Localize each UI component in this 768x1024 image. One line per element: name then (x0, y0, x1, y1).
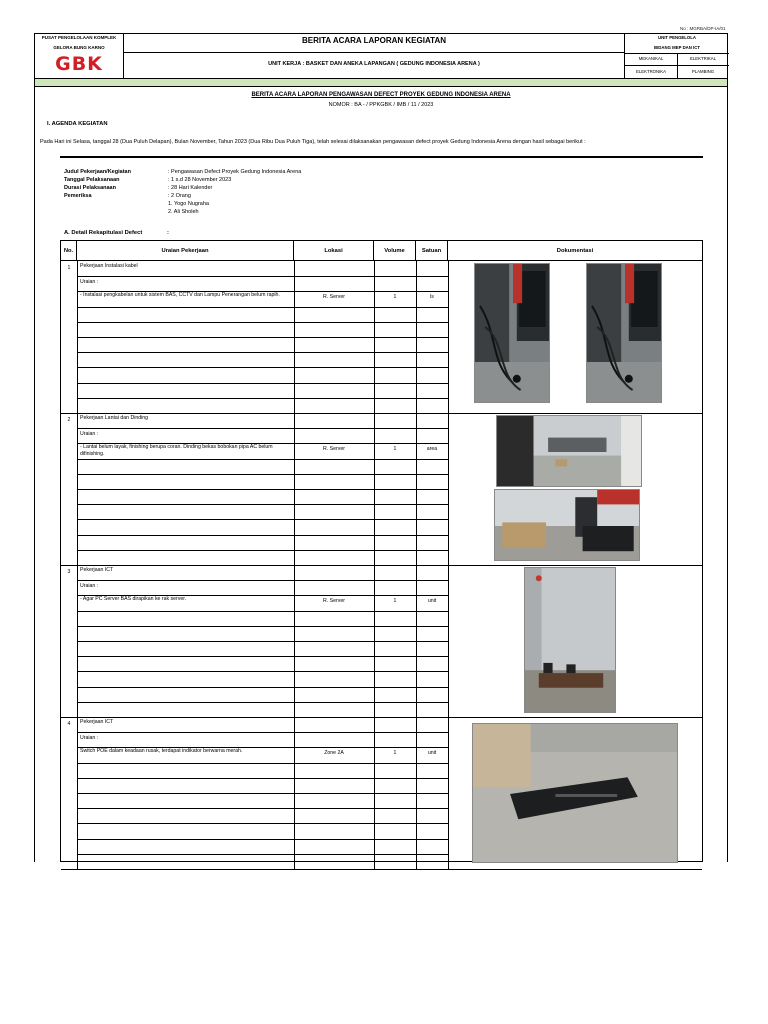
row-rule (77, 778, 448, 779)
row-rule (77, 519, 448, 520)
row-rule (77, 626, 448, 627)
info-key (64, 208, 168, 216)
documentation-photo (524, 567, 616, 713)
divider-rule (60, 156, 703, 158)
info-key: Tanggal Pelaksanaan (64, 177, 120, 183)
documentation-cell (448, 565, 702, 717)
document-number: No : MGRBA/DP-IA/01 (680, 26, 726, 31)
header-right (624, 33, 728, 79)
uraian-label: Uraian : (80, 583, 99, 590)
unit: unit (427, 750, 437, 757)
info-key: Judul Pekerjaan/Kegiatan (64, 169, 131, 175)
header-org-line2: GELORA BUNG KARNO (53, 45, 105, 50)
cell-mekanikal: MEKANIKAL (638, 56, 664, 61)
uraian-label: Uraian : (80, 279, 99, 286)
documentation-photo (586, 263, 662, 403)
info-value: : 1 s.d 28 November 2023 (168, 177, 232, 183)
work-description: - Lantai belum layak, finishing berupa coran. Dinding bekas bobokan pipa AC belum difinishing. (80, 444, 273, 458)
cell-elektrikal: ELEKTRIKAL (689, 56, 717, 61)
info-key: Pemeriksa (64, 193, 92, 199)
row-number: 4 (67, 721, 71, 727)
col-header-volume: Volume (374, 241, 416, 261)
info-block (64, 168, 468, 216)
row-rule (77, 337, 448, 338)
volume: 1 (393, 446, 397, 453)
intro-paragraph: Pada Hari ini Selasa, tanggal 28 (Dua Puluh Delapan), Bulan November, Tahun 2023 (Dua Ribu Dua Puluh Tiga), telah selesai dilaksanakan pengawasan defect proyek Gedung Indonesia Arena dengan hasil sebagai berikut : (40, 139, 586, 145)
unit: area (426, 446, 438, 453)
work-title: Pekerjaan ICT (80, 567, 114, 573)
row-rule (77, 763, 448, 764)
row-rule (77, 550, 448, 551)
info-value: 1. Yogo Nugraha (168, 201, 209, 207)
row-rule (77, 823, 448, 824)
info-key (64, 200, 168, 208)
volume: 1 (393, 598, 397, 605)
row-number: 2 (67, 417, 71, 423)
info-value: : Pengawasan Defect Proyek Gedung Indonesia Arena (168, 169, 302, 175)
row-rule (77, 322, 448, 323)
row-rule (77, 489, 448, 490)
work-title: Pekerjaan Lantai dan Dinding (80, 415, 149, 421)
row-rule (77, 854, 448, 855)
row-rule (77, 504, 448, 505)
info-value: : 28 Hari Kalender (168, 185, 213, 191)
header-left (34, 33, 124, 79)
work-title: Pekerjaan Instalasi kabel (80, 263, 138, 269)
location: Zone 2A (324, 750, 344, 757)
cell-plambing: PLAMBING (691, 69, 715, 74)
header-org-line1: PUSAT PENGELOLAAN KOMPLEK (41, 35, 117, 40)
info-value: : 2 Orang (168, 193, 191, 199)
documentation-cell (448, 717, 702, 869)
documentation-photo (472, 723, 678, 863)
row-rule (77, 367, 448, 368)
work-description: - Agar PC Server BAS dirapikan ke rak server. (80, 596, 187, 603)
defect-table (60, 240, 703, 862)
section-heading: I. AGENDA KEGIATAN (47, 121, 108, 127)
gbk-logo: GBK (55, 53, 103, 75)
report-subtitle: BERITA ACARA LAPORAN PENGAWASAN DEFECT PROYEK GEDUNG INDONESIA ARENA (251, 92, 511, 98)
row-rule (77, 307, 448, 308)
bidang: BIDANG MEP DAN ICT (654, 45, 700, 50)
documentation-cell (448, 413, 702, 565)
location: R. Server (323, 598, 345, 605)
location: R. Server (323, 446, 345, 453)
row-number: 1 (67, 265, 71, 271)
row-rule (77, 459, 448, 460)
unit-kerja: UNIT KERJA : BASKET DAN ANEKA LAPANGAN ( GEDUNG INDONESIA ARENA ) (268, 61, 480, 67)
row-rule (61, 869, 702, 870)
unit: unit (427, 598, 437, 605)
row-rule (77, 808, 448, 809)
documentation-photo (496, 415, 642, 487)
col-header-lokasi: Lokasi (294, 241, 374, 261)
row-rule (77, 839, 448, 840)
col-header-satuan: Satuan (416, 241, 448, 261)
unit-pengelola: UNIT PENGELOLA (658, 35, 696, 40)
work-description: Switch POE dalam keadaan rusak, terdapat indikator berwarna merah. (80, 748, 243, 755)
unit: ls (430, 294, 434, 301)
page-frame-left (34, 87, 35, 862)
info-value: 2. Ali Sholeh (168, 209, 199, 215)
document-title: BERITA ACARA LAPORAN KEGIATAN (302, 36, 446, 45)
header-band (34, 79, 728, 87)
row-rule (77, 398, 448, 399)
row-rule (77, 428, 448, 429)
col-header-no: No. (61, 241, 77, 261)
documentation-cell (448, 261, 702, 413)
row-rule (77, 611, 448, 612)
col-header-dokumentasi: Dokumentasi (448, 241, 702, 261)
row-rule (77, 702, 448, 703)
subsection-heading: A. Detail Rekapitulasi Defect (64, 230, 143, 236)
row-rule (77, 276, 448, 277)
row-rule (77, 641, 448, 642)
page-frame-right (727, 87, 728, 862)
uraian-label: Uraian : (80, 431, 99, 438)
row-rule (77, 383, 448, 384)
subsection-colon: : (167, 230, 169, 236)
row-rule (77, 656, 448, 657)
row-number: 3 (67, 569, 71, 575)
work-description: - Instalasi pengkabelan untuk sistem BAS, CCTV dan Lampu Penerangan belum rapih. (80, 292, 280, 299)
cell-elektronika: ELEKTRONIKA (635, 69, 667, 74)
work-title: Pekerjaan ICT (80, 719, 114, 725)
info-key: Durasi Pelaksanaan (64, 185, 116, 191)
location: R. Server (323, 294, 345, 301)
documentation-photo (474, 263, 550, 403)
row-rule (77, 671, 448, 672)
uraian-label: Uraian : (80, 735, 99, 742)
volume: 1 (393, 750, 397, 757)
row-rule (77, 535, 448, 536)
row-rule (77, 352, 448, 353)
row-rule (77, 732, 448, 733)
report-number: NOMOR : BA - / PPKGBK / IMB / 11 / 2023 (328, 102, 434, 108)
documentation-photo (494, 489, 640, 561)
col-header-uraian: Uraian Pekerjaan (77, 241, 294, 261)
row-rule (77, 793, 448, 794)
header-divider (124, 52, 624, 53)
row-rule (77, 687, 448, 688)
row-rule (77, 474, 448, 475)
row-rule (77, 580, 448, 581)
volume: 1 (393, 294, 397, 301)
